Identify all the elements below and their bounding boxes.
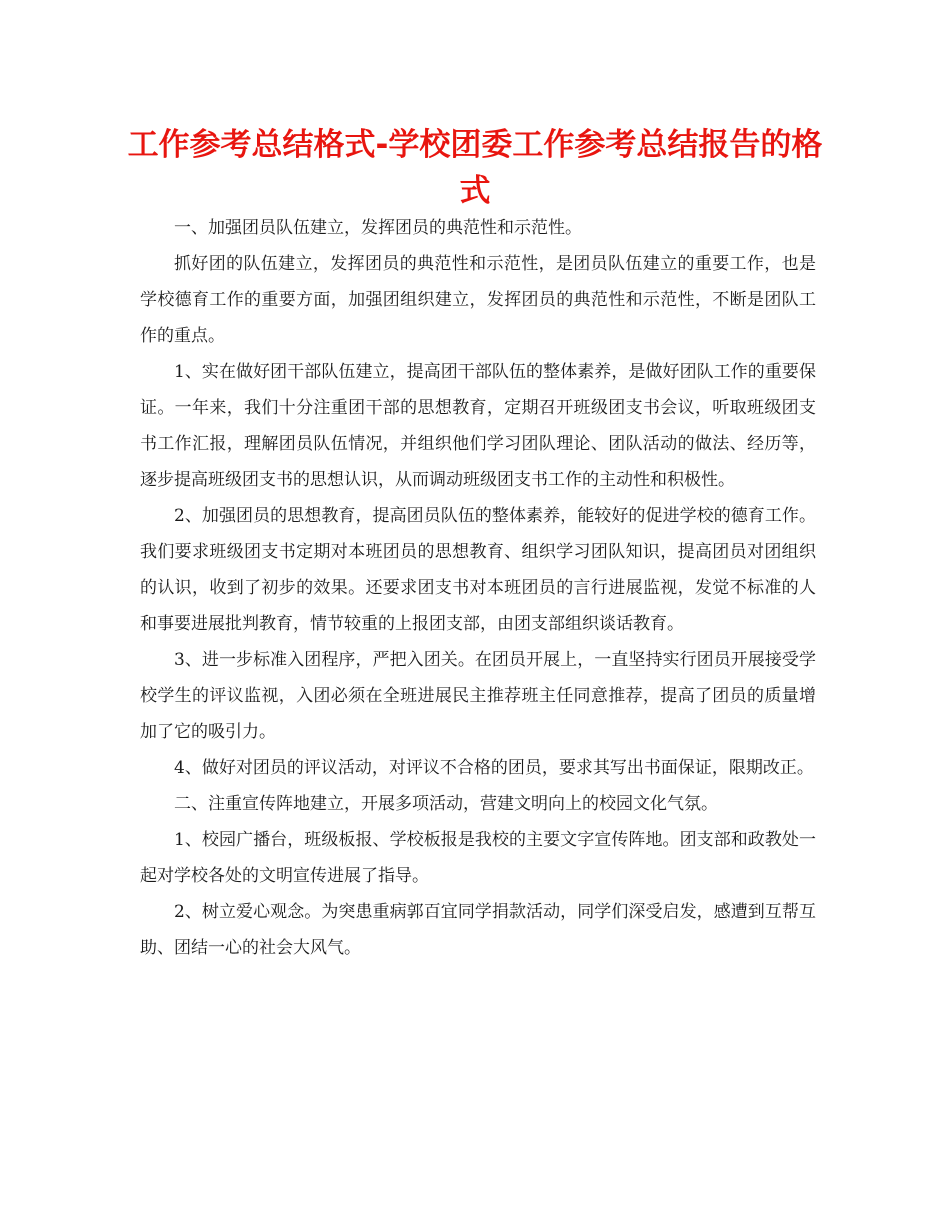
paragraph: 3、进一步标准入团程序，严把入团关。在团员开展上，一直坚持实行团员开展接受学校学生的评议监视，入团必须在全班进展民主推荐班主任同意推荐，提高了团员的质量增加了它的吸引力。 (140, 650, 816, 742)
paragraph: 二、注重宣传阵地建立，开展多项活动，营建文明向上的校园文化气氛。 (174, 794, 718, 814)
paragraph: 2、加强团员的思想教育，提高团员队伍的整体素养，能较好的促进学校的德育工作。我们要求班级团支书定期对本班团员的思想教育、组织学习团队知识，提高团员对团组织的认识，收到了初步的效果。还要求团支书对本班团员的言行进展监视，发觉不标准的人和事要进展批判教育，情节较重的上报团支部，由团支部组织谈话教育。 (140, 506, 816, 634)
paragraph: 2、树立爱心观念。为突患重病郭百宜同学捐款活动，同学们深受启发，感遭到互帮互助、团结一心的社会大风气。 (140, 902, 816, 958)
paragraph: 4、做好对团员的评议活动，对评议不合格的团员，要求其写出书面保证，限期改正。 (174, 758, 814, 778)
paragraph: 一、加强团员队伍建立，发挥团员的典范性和示范性。 (174, 218, 582, 238)
document-body (140, 210, 816, 966)
document-title: 工作参考总结格式-学校团委工作参考总结报告的格式 (127, 127, 823, 209)
paragraph: 1、实在做好团干部队伍建立，提高团干部队伍的整体素养，是做好团队工作的重要保证。一年来，我们十分注重团干部的思想教育，定期召开班级团支书会议，听取班级团支书工作汇报，理解团员队伍情况，并组织他们学习团队理论、团队活动的做法、经历等，逐步提高班级团支书的思想认识，从而调动班级团支书工作的主动性和积极性。 (140, 362, 816, 490)
paragraph: 抓好团的队伍建立，发挥团员的典范性和示范性，是团员队伍建立的重要工作，也是学校德育工作的重要方面，加强团组织建立，发挥团员的典范性和示范性，不断是团队工作的重点。 (140, 254, 816, 346)
paragraph: 1、校园广播台，班级板报、学校板报是我校的主要文字宣传阵地。团支部和政教处一起对学校各处的文明宣传进展了指导。 (140, 830, 816, 886)
